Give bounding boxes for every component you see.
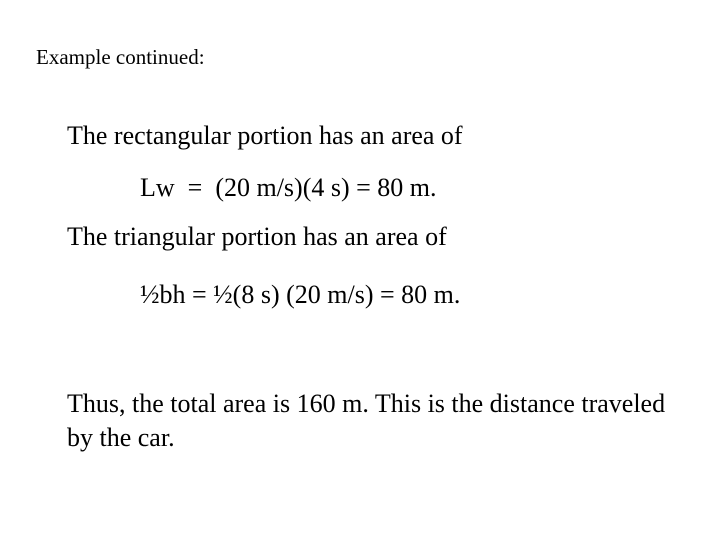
triangular-area-intro: The triangular portion has an area of (67, 222, 447, 251)
triangular-area-equation: ½bh = ½(8 s) (20 m/s) = 80 m. (140, 280, 461, 309)
rectangular-area-equation: Lw = (20 m/s)(4 s) = 80 m. (140, 173, 437, 202)
rectangular-area-intro: The rectangular portion has an area of (67, 121, 463, 150)
slide-heading: Example continued: (36, 45, 205, 69)
conclusion-text: Thus, the total area is 160 m. This is the distance traveled by the car. (67, 389, 666, 453)
